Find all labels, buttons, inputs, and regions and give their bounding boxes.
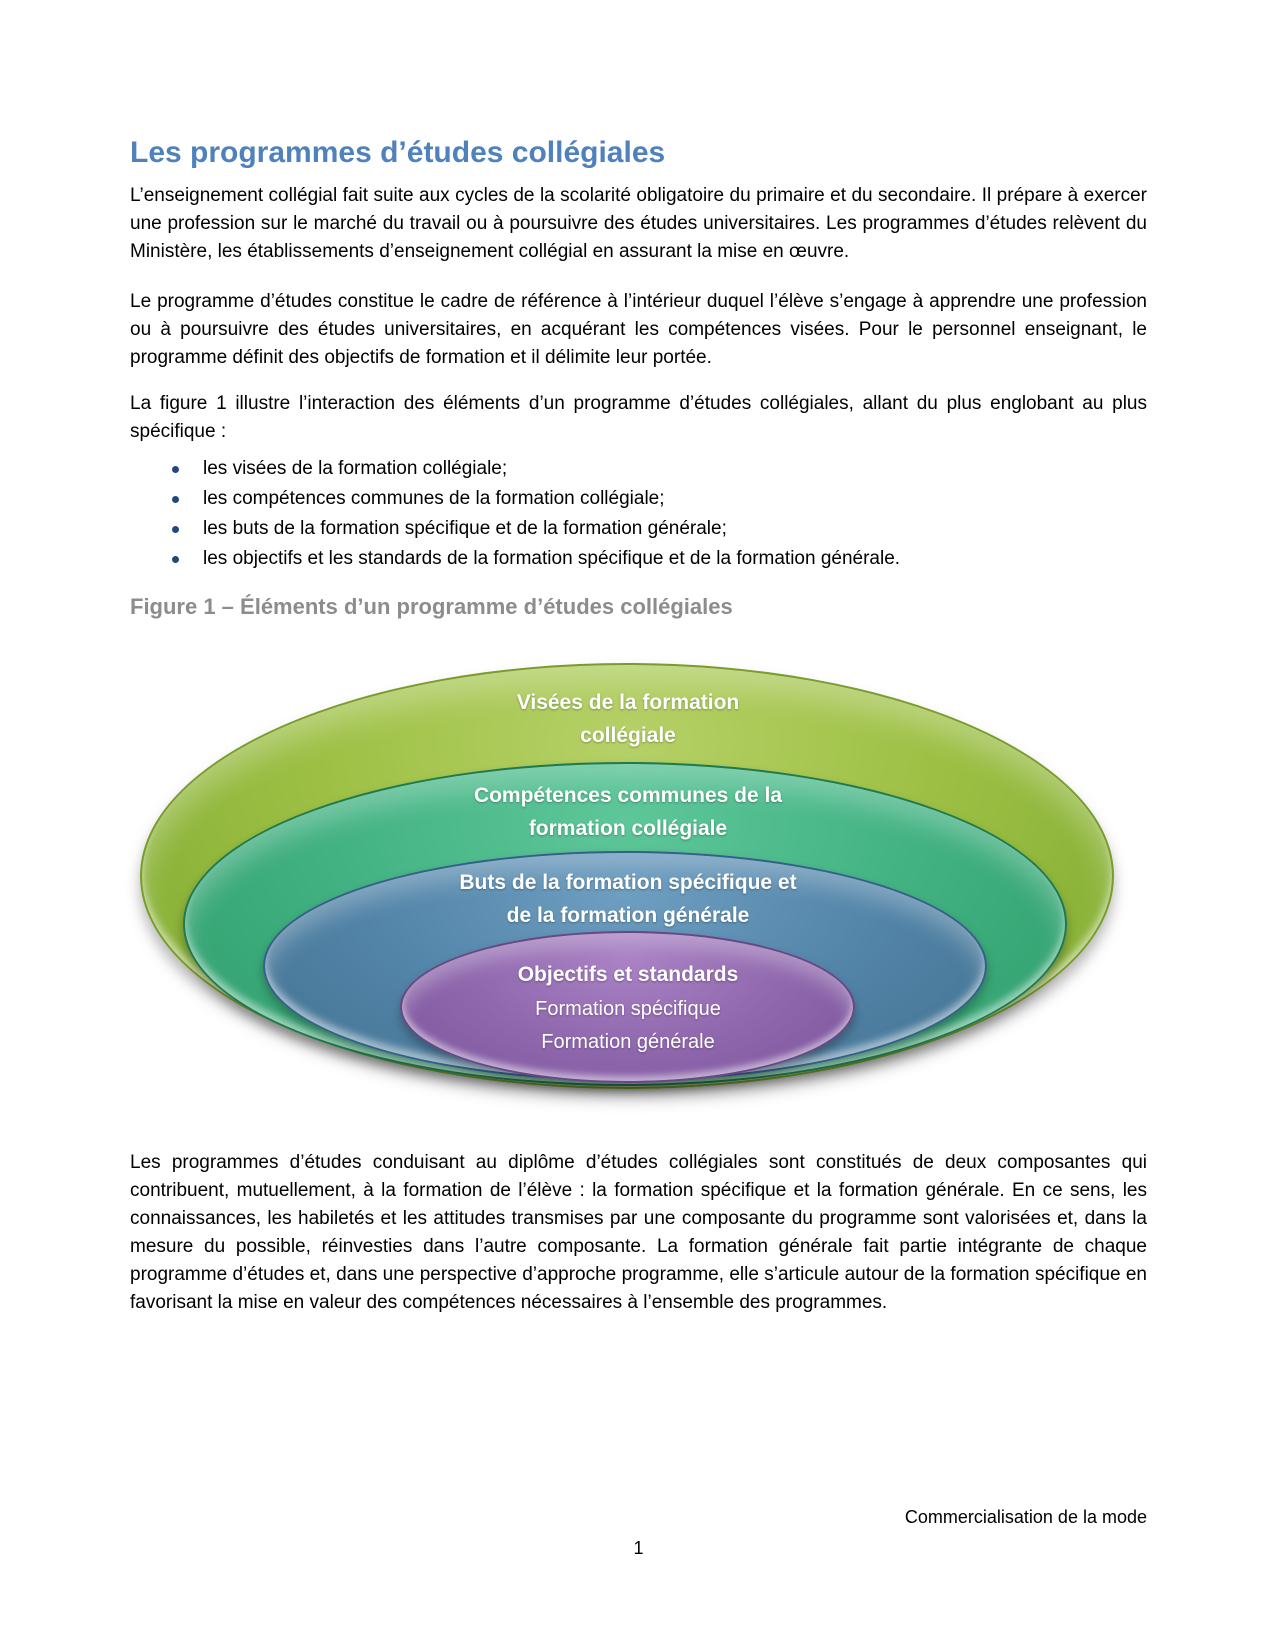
ring-label-competences: Compétences communes de la formation collégiale xyxy=(473,784,783,840)
ring-label-visees: Visées de la formation collégiale xyxy=(516,691,740,747)
list-item xyxy=(172,454,1147,484)
bullet-icon xyxy=(172,466,179,473)
list-item xyxy=(172,484,1147,514)
figure-nested-ellipses-diagram xyxy=(133,646,1123,1101)
bullet-list xyxy=(130,454,1147,574)
bullet-icon xyxy=(172,496,179,503)
ring-sublabel-formation-generale: Formation générale xyxy=(541,1031,715,1053)
ring-label-buts: Buts de la formation spécifique et de la formation générale xyxy=(459,871,797,927)
list-item-text: les visées de la formation collégiale; xyxy=(203,458,508,479)
figure-caption: Figure 1 – Éléments d’un programme d’études collégiales xyxy=(130,594,733,619)
ring-label-objectifs: Objectifs et standards xyxy=(517,963,739,986)
list-item-text: les objectifs et les standards de la formation spécifique et de la formation générale. xyxy=(203,548,901,569)
ring-sublabel-formation-specifique: Formation spécifique xyxy=(535,998,721,1020)
page-number: 1 xyxy=(633,1538,644,1558)
paragraph-programme: Le programme d’études constitue le cadre de référence à l’intérieur duquel l’élève s’engage à apprendre une profession ou à poursuivre des études universitaires, en acquérant les compétences visées. Pour le personnel enseignant, le programme définit des objectifs de formation et il délimite leur portée. xyxy=(130,291,1147,368)
page-title: Les programmes d’études collégiales xyxy=(130,136,666,169)
footer-document-name: Commercialisation de la mode xyxy=(904,1507,1147,1527)
paragraph-intro: L’enseignement collégial fait suite aux cycles de la scolarité obligatoire du primaire et du secondaire. Il prépare à exercer une profession sur le marché du travail ou à poursuivre des études universitaires. Les programmes d’études relèvent du Ministère, les établissements d’enseignement collégial en assurant la mise en œuvre. xyxy=(130,185,1147,262)
paragraph-figure-intro: La figure 1 illustre l’interaction des éléments d’un programme d’études collégiales, allant du plus englobant au plus spécifique : xyxy=(130,393,1147,442)
bullet-icon xyxy=(172,556,179,563)
list-item-text: les buts de la formation spécifique et de la formation générale; xyxy=(203,518,727,539)
list-item xyxy=(172,514,1147,544)
list-item-text: les compétences communes de la formation collégiale; xyxy=(203,488,665,509)
paragraph-composantes: Les programmes d’études conduisant au diplôme d’études collégiales sont constitués de deux composantes qui contribuent, mutuellement, à la formation de l’élève : la formation spécifique et la formation générale. En ce sens, les connaissances, les habiletés et les attitudes transmises par une composante du programme sont valorisées et, dans la mesure du possible, réinvesties dans l’autre composante. La formation générale fait partie intégrante de chaque programme d’études et, dans une perspective d’approche programme, elle s’articule autour de la formation spécifique en favorisant la mise en valeur des compétences nécessaires à l’ensemble des programmes. xyxy=(130,1152,1147,1313)
list-item xyxy=(172,544,1147,574)
bullet-icon xyxy=(172,526,179,533)
